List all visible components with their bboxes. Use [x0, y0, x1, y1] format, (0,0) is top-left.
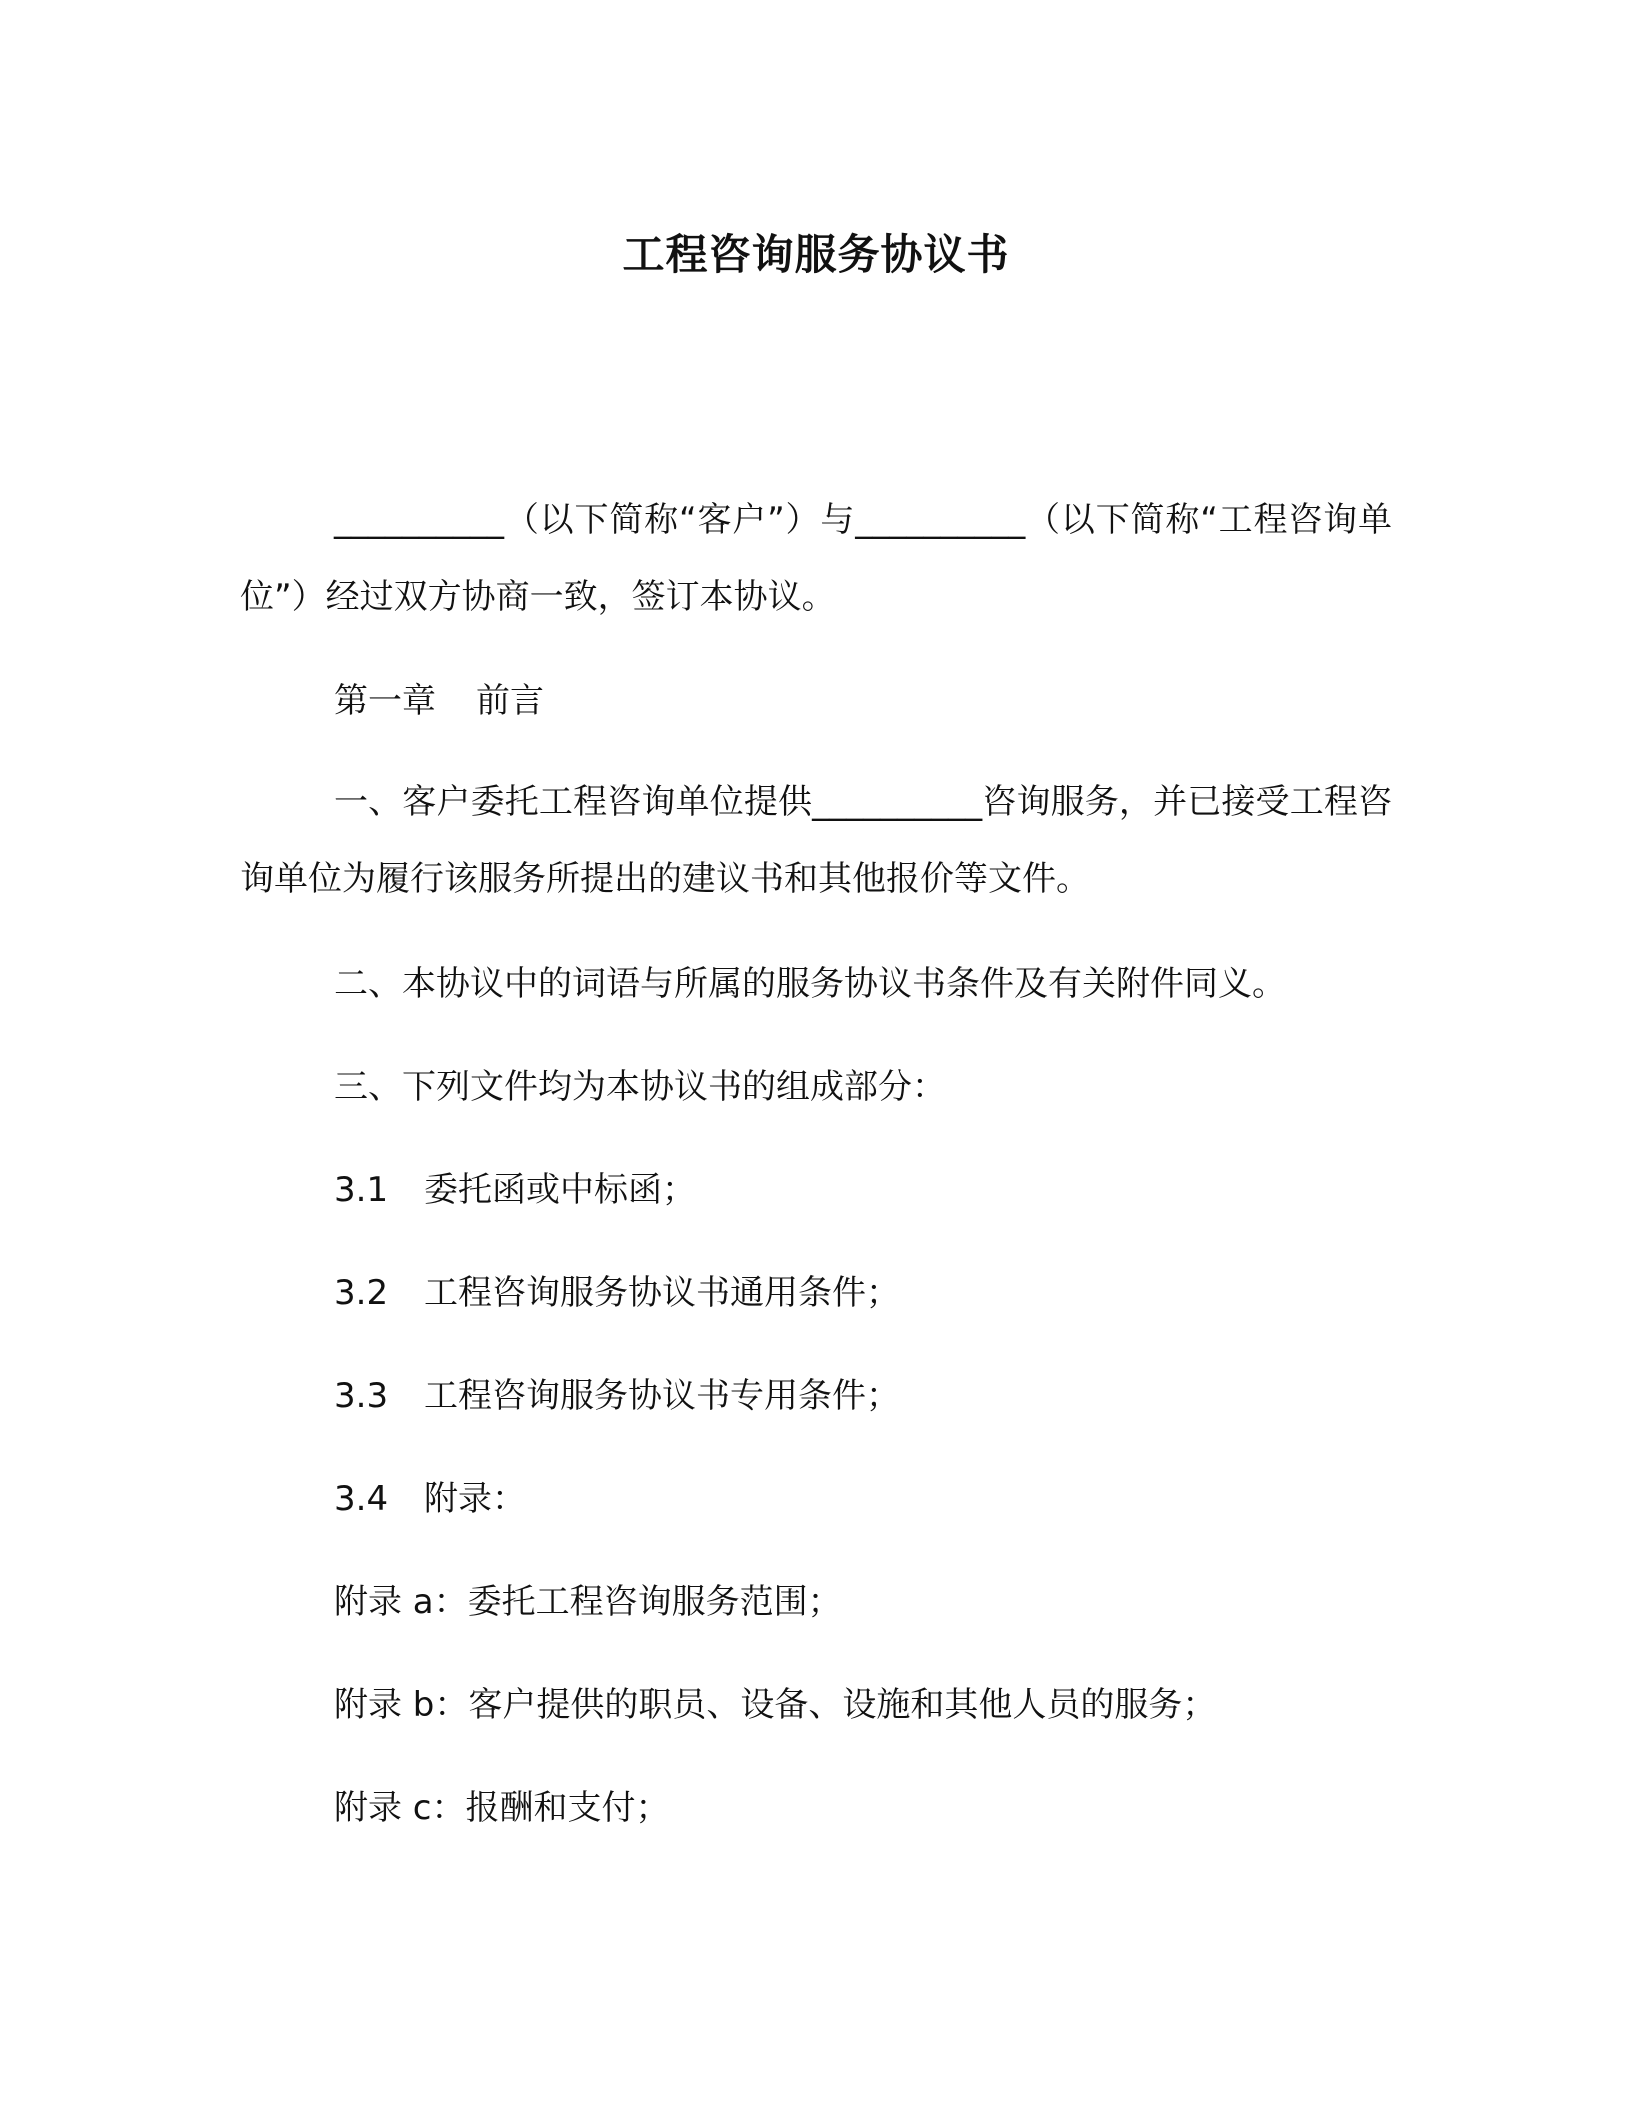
chapter-heading: [334, 677, 544, 725]
appendix-item: 附录 c：报酬和支付；: [334, 1788, 670, 1828]
clause-1-paragraph: 一、客户委托工程咨询单位提供__________咨询服务，并已接受工程咨询单位为履行该服务所提出的建议书和其他报价等文件。: [240, 782, 1392, 899]
list-item-text: 委托函或中标函；: [424, 1170, 696, 1210]
list-item: [334, 1166, 696, 1214]
list-item-text: 工程咨询服务协议书专用条件；: [424, 1376, 900, 1416]
appendix-item: 附录 b：客户提供的职员、设备、设施和其他人员的服务；: [334, 1685, 1217, 1725]
chapter-label: 第一章: [334, 681, 436, 721]
list-item: [334, 1372, 900, 1420]
appendix-item: 附录 a：委托工程咨询服务范围；: [334, 1582, 842, 1622]
list-item: [334, 1475, 526, 1523]
list-item-text: 工程咨询服务协议书通用条件；: [424, 1273, 900, 1313]
chapter-name: 前言: [476, 681, 544, 721]
list-item-text: 附录：: [424, 1479, 526, 1519]
clause-2-paragraph: 二、本协议中的词语与所属的服务协议书条件及有关附件同义。: [334, 964, 1286, 1004]
clause-3-paragraph: 三、下列文件均为本协议书的组成部分：: [334, 1067, 946, 1107]
list-item-number: 3.3: [334, 1376, 389, 1416]
document-title: 工程咨询服务协议书: [622, 230, 1010, 279]
list-item-number: 3.1: [334, 1170, 389, 1210]
list-item-number: 3.4: [334, 1479, 389, 1519]
list-item: [334, 1269, 900, 1317]
list-item-number: 3.2: [334, 1273, 389, 1313]
intro-paragraph: __________（以下简称“客户”）与__________（以下简称“工程咨询单位”）经过双方协商一致，签订本协议。: [240, 500, 1392, 617]
